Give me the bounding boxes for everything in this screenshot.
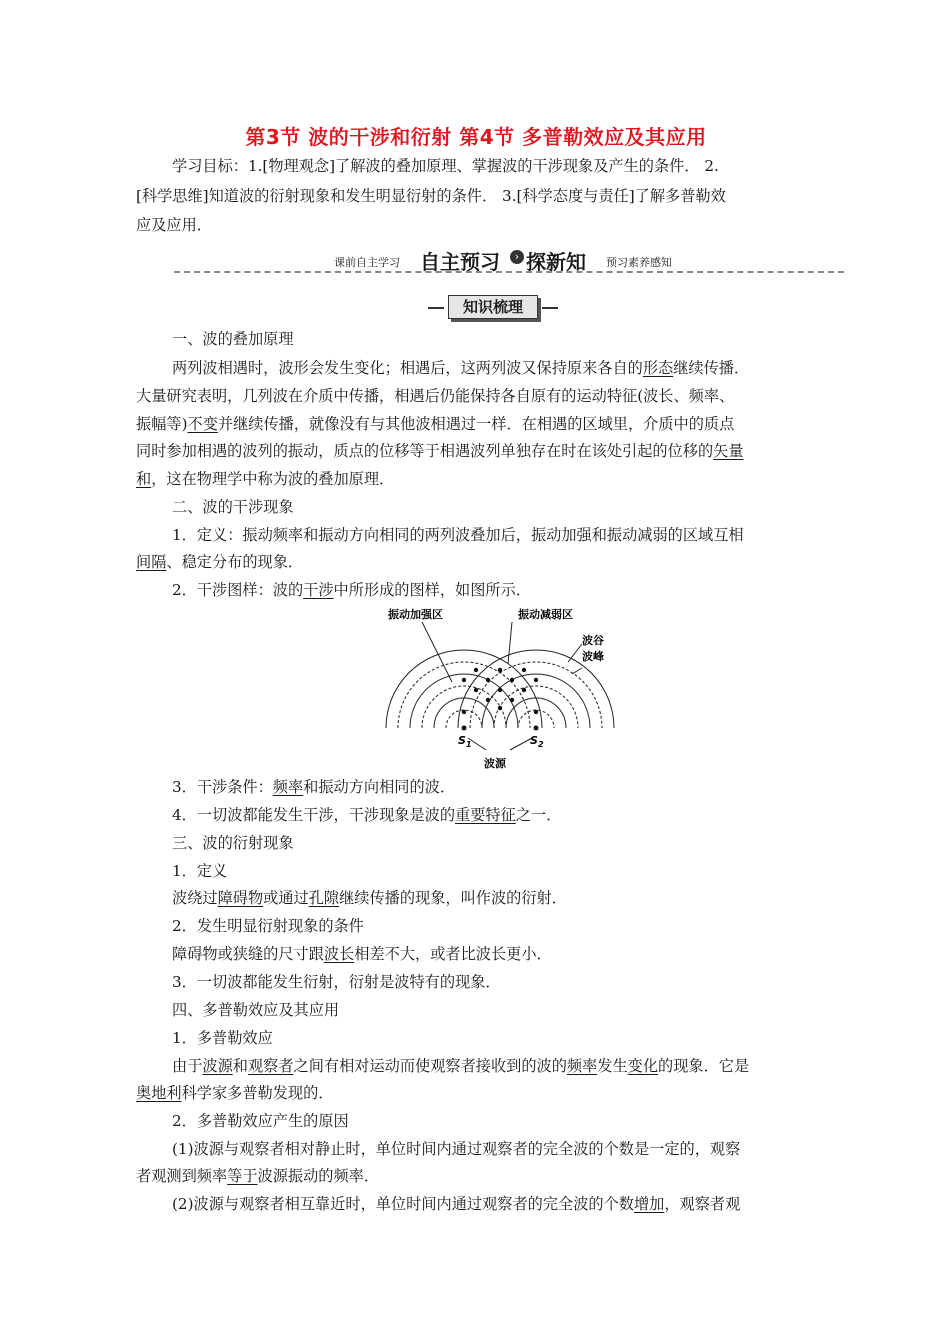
- answer: 波长: [323, 945, 355, 963]
- text: 同时参加相遇的波列的振动，质点的位移等于相遇波列单独存在时在该处引起的位移的: [136, 442, 714, 460]
- s1-line-2: 大量研究表明，几列波在介质中传播，相遇后仍能保持各自原有的运动特征(波长、频率、: [136, 387, 735, 405]
- s4-title-1: 1．多普勒效应: [172, 1029, 273, 1047]
- text: 和: [232, 1057, 248, 1075]
- s1-subscript: 1: [465, 740, 472, 749]
- answer: 障碍物: [217, 889, 264, 907]
- text: 障碍物或狭缝的尺寸跟: [172, 945, 324, 963]
- text: 相差不大，或者比波长更小．: [354, 945, 552, 963]
- label-s1: [458, 734, 472, 749]
- text: 3．干涉条件：: [172, 778, 273, 796]
- text: 继续传播．: [673, 359, 750, 377]
- text: 两列波相遇时，波形会发生变化；相遇后，这两列波又保持原来各自的: [172, 359, 643, 377]
- s3-def-title: 1．定义: [172, 862, 228, 880]
- text: 波源振动的频率．: [257, 1167, 379, 1185]
- s3-heading: 三、波的衍射现象: [172, 834, 294, 852]
- text: 科学家多普勒发现的．: [181, 1084, 334, 1102]
- answer: 不变: [187, 415, 218, 433]
- s2-all-waves: [136, 801, 852, 830]
- page-title: 第3节 波的干涉和衍射 第4节 多普勒效应及其应用: [245, 125, 707, 149]
- s1-line-1: [136, 354, 852, 383]
- s1-line-3: [136, 410, 816, 439]
- interference-figure: [382, 604, 642, 772]
- answer: 增加: [633, 1195, 665, 1213]
- banner-main-b: 探新知: [526, 250, 586, 274]
- answer: 频率: [272, 778, 304, 796]
- s2-pattern: [136, 576, 852, 605]
- text: 继续传播的现象，叫作波的衍射．: [339, 889, 567, 907]
- objectives-line-3: 应及应用．: [136, 216, 212, 234]
- s2-def-2: [136, 548, 816, 577]
- answer: 形态: [642, 359, 674, 377]
- text: 中所形成的图样，如图所示．: [333, 581, 531, 599]
- banner-main-a: 自主预习: [420, 250, 500, 274]
- answer: 孔隙: [308, 889, 340, 907]
- answer: 波源: [202, 1057, 233, 1075]
- answer: 间隔: [136, 553, 167, 571]
- s3-def: [136, 884, 852, 913]
- label-crest: 波峰: [582, 650, 604, 663]
- text: 的现象．它是: [658, 1057, 750, 1075]
- s4-line-2: [136, 1079, 816, 1108]
- s4-title-2: 2．多普勒效应产生的原因: [172, 1112, 349, 1130]
- s2-heading: 二、波的干涉现象: [172, 498, 294, 516]
- label-trough: 波谷: [582, 634, 604, 647]
- s2-subscript: 2: [537, 740, 544, 749]
- s4-line-1: [136, 1052, 852, 1081]
- answer: 变化: [627, 1057, 658, 1075]
- text: (2)波源与观察者相互靠近时，单位时间内通过观察者的完全波的个数: [172, 1195, 634, 1213]
- answer: 奥地利: [136, 1084, 182, 1102]
- s1-line-4: [136, 437, 816, 466]
- answer: 频率: [566, 1057, 598, 1075]
- banner-divider: [174, 271, 844, 273]
- text: 由于: [172, 1057, 203, 1075]
- section-box: [428, 295, 558, 321]
- objectives-line-1: 学习目标：1.[物理观念]了解波的叠加原理、掌握波的干涉现象及产生的条件． 2.: [172, 157, 719, 175]
- answer: 观察者: [247, 1057, 294, 1075]
- label-strong: 振动加强区: [388, 608, 443, 621]
- text: 和振动方向相同的波．: [303, 778, 456, 796]
- s1-letter: S: [458, 734, 466, 747]
- s3-cond: [136, 940, 852, 969]
- s4-cause-1b: [136, 1162, 816, 1191]
- text: ，观察者观: [664, 1195, 741, 1213]
- s1-line-5: [136, 465, 816, 494]
- s2-def-1: 1．定义：振动频率和振动方向相同的两列波叠加后，振动加强和振动减弱的区域互相: [172, 526, 744, 544]
- section-box-label: 知识梳理: [448, 295, 538, 319]
- answer: 重要特征: [455, 806, 516, 824]
- text: 4．一切波都能发生干涉，干涉现象是波的: [172, 806, 456, 824]
- answer: 和: [136, 470, 152, 488]
- box-line-left: [428, 307, 444, 309]
- objectives-line-2: [科学思维]知道波的衍射现象和发生明显衍射的条件． 3.[科学态度与责任]了解多普勒效: [136, 187, 726, 205]
- text: 、稳定分布的现象．: [166, 553, 304, 571]
- s2-letter: S: [530, 734, 538, 747]
- text: 发生: [597, 1057, 628, 1075]
- answer: 矢量: [713, 442, 744, 460]
- text: 振幅等): [136, 415, 188, 433]
- text: 或通过: [263, 889, 309, 907]
- chevron-right-icon: ›: [510, 250, 524, 264]
- box-line-right: [542, 307, 558, 309]
- s3-cond-title: 2．发生明显衍射现象的条件: [172, 917, 364, 935]
- banner-left-text: 课前自主学习: [334, 256, 400, 269]
- banner-right-text: 预习素养感知: [606, 256, 672, 269]
- text: 波绕过: [172, 889, 218, 907]
- text: 并继续传播，就像没有与其他波相遇过一样．在相遇的区域里，介质中的质点: [217, 415, 735, 433]
- answer: 干涉: [303, 581, 334, 599]
- s4-cause-2: [136, 1190, 852, 1219]
- answer: 等于: [227, 1167, 258, 1185]
- s4-heading: 四、多普勒效应及其应用: [172, 1001, 340, 1019]
- wave-circles-s1: [386, 650, 542, 728]
- text: 2．干涉图样：波的: [172, 581, 304, 599]
- s3-all: 3．一切波都能发生衍射，衍射是波特有的现象．: [172, 973, 501, 991]
- label-s2: [530, 734, 544, 749]
- s4-cause-1a: (1)波源与观察者相对静止时，单位时间内通过观察者的完全波的个数是一定的，观察: [172, 1140, 741, 1158]
- s2-condition: [136, 773, 852, 802]
- text: 者观测到频率: [136, 1167, 228, 1185]
- text: ，这在物理学中称为波的叠加原理．: [151, 470, 395, 488]
- text: 之间有相对运动而使观察者接收到的波的: [293, 1057, 567, 1075]
- text: 之一．: [515, 806, 562, 824]
- label-weak: 振动减弱区: [518, 608, 573, 621]
- s1-heading: 一、波的叠加原理: [172, 330, 294, 348]
- label-source: 波源: [484, 757, 506, 770]
- section-banner: [174, 244, 880, 274]
